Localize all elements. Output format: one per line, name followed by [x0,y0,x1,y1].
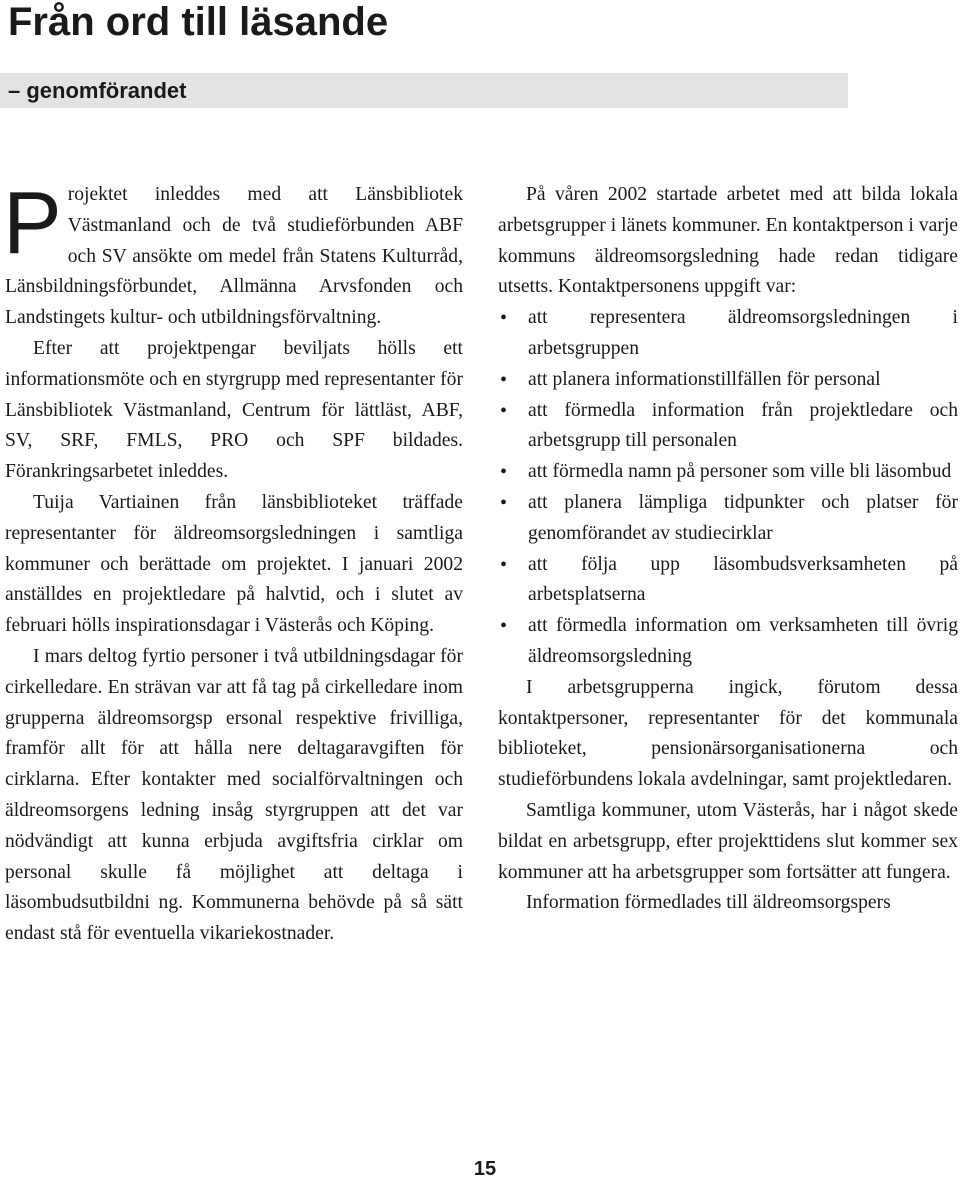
page-title: Från ord till läsande [8,0,389,44]
subtitle: – genomförandet [8,78,187,103]
body-paragraph: Tuija Vartiainen från länsbiblioteket träffade representanter för äldreomsorgsledningen i samtliga kommuner och berättade om projektet. I januari 2002 anställdes en projektledare på halvtid, och i slutet av februari hölls inspirationsdagar i Västerås och Köping. [5,491,463,637]
page-number: 15 [473,1158,497,1180]
left-column [3,173,463,950]
body-paragraph: Samtliga kommuner, utom Västerås, har i något skede bildat en arbetsgrupp, efter projekttidens slut kommer sex kommuner att ha arbetsgrupper som fortsätter att fungera. [498,799,958,883]
intro-paragraph-text: rojektet inleddes med att Länsbibliotek Västmanland och de två studieförbunden ABF och SV ansökte om medel från Statens Kulturråd, Länsbildningsförbundet, Allmänna Arvsfonden och Landstingets kultur- och utbildningsförvaltning. [5,184,463,329]
list-item: • att förmedla information från projektledare och arbetsgrupp till personalen [498,396,958,458]
body-paragraph: I mars deltog fyrtio personer i två utbildningsdagar för cirkelledare. En strävan var att få tag på cirkelledare inom grupperna äldreomsorgsp ersonal respektive frivilliga, framför allt för att hålla nere deltagaravgiften för cirklarna. Efter kontakter med socialförvaltningen och äldreomsorgens ledning insåg styrgruppen att det var nödvändigt att kunna erbjuda avgiftsfria cirklar om personal skulle få möjlighet att deltaga i läsombudsutbildni ng. Kommunerna behövde på så sätt endast stå för eventuella vikariekostnader. [5,645,463,945]
list-item: • att planera informationstillfällen för personal [498,365,958,396]
drop-cap: P [3,173,62,272]
body-paragraph: Efter att projektpengar beviljats hölls ett informationsmöte och en styrgrupp med representanter för Länsbibliotek Västmanland, Centrum för lättläst, ABF, SV, SRF, FMLS, PRO och SPF bildades. Förankringsarbetet inleddes. [5,337,463,483]
list-item: • att representera äldreomsorgsledningen i arbetsgruppen [498,303,958,365]
list-item: • att följa upp läsombudsverksamheten på arbetsplatserna [498,550,958,612]
subtitle-bar [0,73,848,108]
body-paragraph: Information förmedlades till äldreomsorgspers [526,892,891,914]
right-column [498,180,958,919]
list-item: • att förmedla information om verksamheten till övrig äldreomsorgsledning [498,611,958,673]
body-paragraph: På våren 2002 startade arbetet med att bilda lokala arbetsgrupper i länets kommuner. En kontaktperson i varje kommuns äldreomsorgsledning hade redan tidigare utsetts. Kontaktpersonens uppgift var: [498,184,958,298]
intro-paragraph [3,173,463,334]
task-list [498,303,958,673]
list-item: • att planera lämpliga tidpunkter och platser för genomförandet av studiecirklar [498,488,958,550]
body-paragraph: I arbetsgrupperna ingick, förutom dessa kontaktpersoner, representanter för det kommunala biblioteket, pensionärsorganisationerna och studieförbundens lokala avdelningar, samt projektledaren. [498,676,958,791]
list-item: • att förmedla namn på personer som ville bli läsombud [498,457,958,488]
